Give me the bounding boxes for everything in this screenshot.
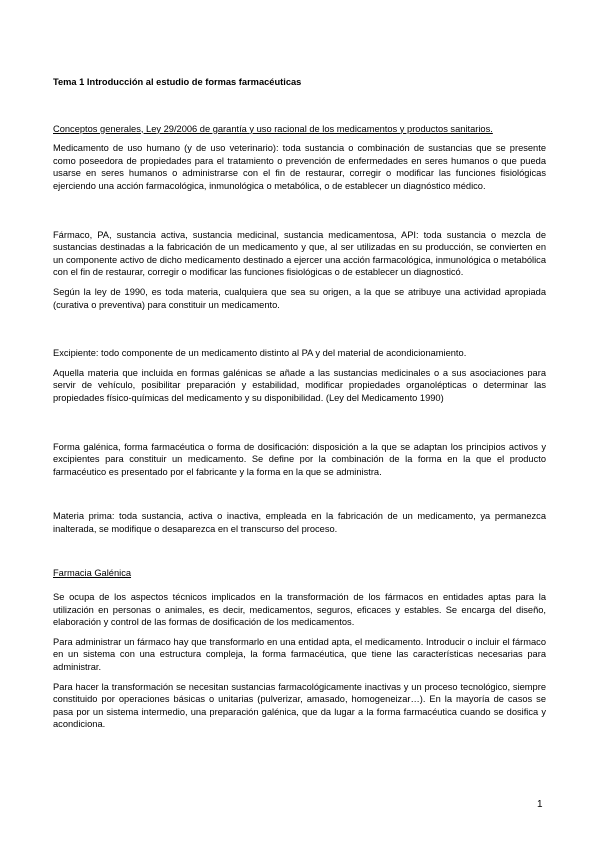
paragraph-medicamento: Medicamento de uso humano (y de uso veterinario): toda sustancia o combinación de sustancias que se presente como poseedora de propiedades para el tratamiento o prevención de enfermedades en seres humanos o que pueda usarse en seres humanos o administrarse con el fin de restaurar, corregir o modificar las funciones fisiológicas ejerciendo una acción farmacológica, inmunológica o metabólica, o de establecer un diagnóstico médico. (53, 143, 546, 191)
paragraph-materia-prima: Materia prima: toda sustancia, activa o inactiva, empleada en la fabricación de un medicamento, ya permanezca inalterada, se modifique o desaparezca en el transcurso del proceso. (53, 511, 546, 534)
section-heading-conceptos: Conceptos generales, Ley 29/2006 de garantía y uso racional de los medicamentos y productos sanitarios. (53, 123, 493, 134)
paragraph-farmacia-galenica-1: Se ocupa de los aspectos técnicos implicados en la transformación de los fármacos en entidades aptas para la utilización en personas o animales, es decir, medicamentos, seguros, eficaces y estables. Se encarga del diseño, elaboración y control de las formas de dosificación de los medicamentos. (53, 592, 546, 628)
paragraph-ley-1990: Según la ley de 1990, es toda materia, cualquiera que sea su origen, a la que se atribuye una actividad apropiada (curativa o preventiva) para constituir un medicamento. (53, 286, 546, 310)
page-title: Tema 1 Introducción al estudio de formas farmacéuticas (53, 77, 302, 87)
paragraph-farmacia-galenica-3: Para hacer la transformación se necesitan sustancias farmacológicamente inactivas y un proceso tecnológico, siempre constituido por operaciones básicas o unitarias (pulverizar, amasado, homogeneizar…). En la mayoría de casos se pasa por un sistema intermedio, una preparación galénica, que da lugar a la forma farmacéutica cuando se dosifica y acondiciona. (53, 681, 546, 730)
paragraph-excipiente-ley: Aquella materia que incluida en formas galénicas se añade a las sustancias medicinales o a sus asociaciones para servir de vehículo, posibilitar preparación y estabilidad, modificar propiedades organolépticas o determinar las propiedades físico-químicas del medicamento y su disponibilidad. (Ley del Medicamento 1990) (53, 367, 546, 403)
paragraph-excipiente: Excipiente: todo componente de un medicamento distinto al PA y del material de acondicionamiento. (53, 348, 467, 359)
paragraph-forma-galenica: Forma galénica, forma farmacéutica o forma de dosificación: disposición a la que se adaptan los principios activos y excipientes para constituir un medicamento. Se define por la combinación de la forma en la que el producto farmacéutico es presentado por el fabricante y la forma en la que se administra. (53, 441, 546, 477)
paragraph-farmaco: Fármaco, PA, sustancia activa, sustancia medicinal, sustancia medicamentosa, API: toda sustancia o mezcla de sustancias destinadas a la fabricación de un medicamento y que, al ser utilizadas en su producción, se convierten en un componente activo de dicho medicamento destinado a ejercer una acción farmacológica, inmunológica o metabólica con el fin de restaurar, corregir o modificar las funciones fisiológicas o de establecer un diagnosticó. (53, 229, 546, 278)
paragraph-farmacia-galenica-2: Para administrar un fármaco hay que transformarlo en una entidad apta, el medicamento. Introducir o incluir el fármaco en un sistema con una estructura compleja, la forma farmacéutica, que tiene las características necesarias para administrar. (53, 636, 546, 673)
page-content (53, 76, 546, 731)
page-number: 1 (537, 799, 543, 810)
section-heading-farmacia-galenica: Farmacia Galénica (53, 568, 132, 579)
